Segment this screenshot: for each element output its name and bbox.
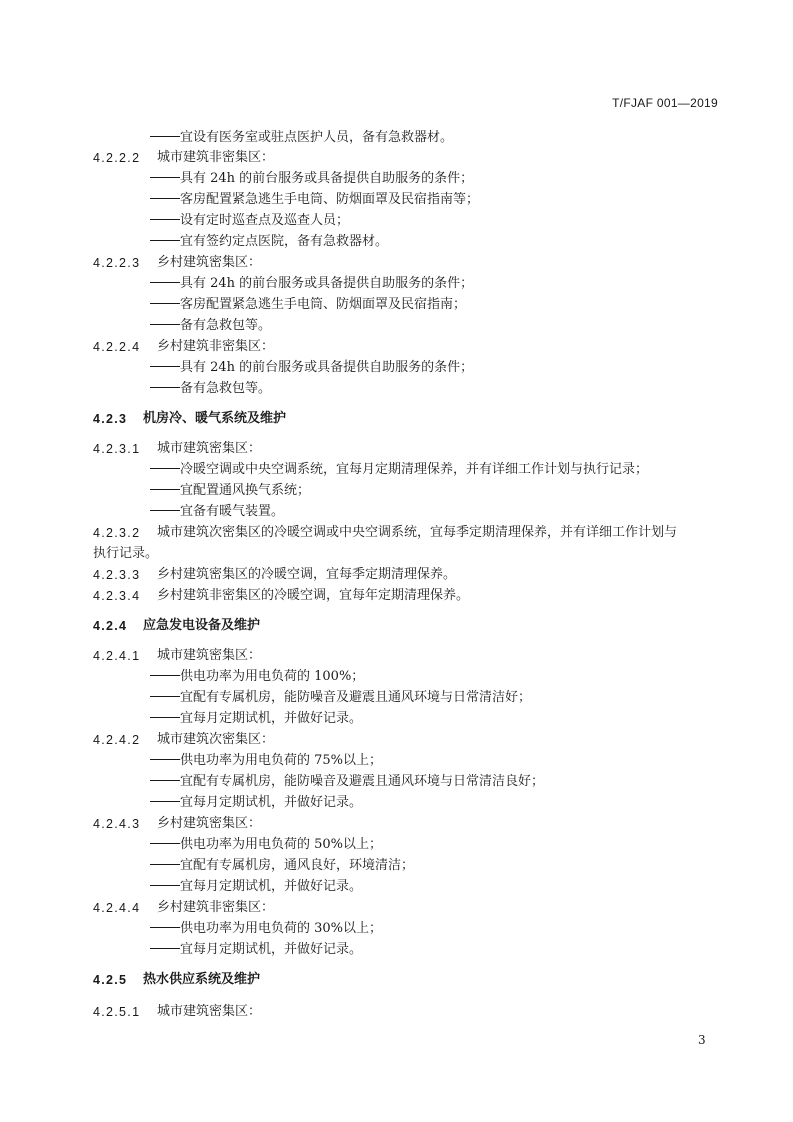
section-number: 4.2.3	[93, 412, 128, 426]
list-item-content	[150, 191, 479, 209]
clause-number: 4.2.4.2	[93, 733, 141, 747]
em-dash-marker	[150, 948, 180, 949]
clause-text: 城市建筑次密集区的冷暖空调或中央空调系统，宜每季定期清理保养，并有详细工作计划与	[157, 525, 678, 540]
list-item-content	[150, 233, 388, 251]
list-item-content	[150, 836, 382, 854]
clause-text: 乡村建筑非密集区的冷暖空调，宜每年定期清理保养。	[157, 588, 470, 603]
clause-number: 4.2.4.3	[93, 817, 141, 831]
list-item-text: 客房配置紧急逃生手电筒、防烟面罩及民宿指南；	[180, 297, 467, 312]
clause-text: 城市建筑密集区：	[157, 1004, 262, 1019]
list-item-text: 宜有签约定点医院，备有急救器材。	[180, 234, 389, 249]
page-number: 3	[698, 1033, 706, 1047]
list-item-content	[150, 461, 648, 479]
em-dash-marker	[150, 759, 180, 760]
clause-number: 4.2.2.4	[93, 340, 141, 354]
clause-number: 4.2.2.3	[93, 256, 141, 270]
list-item-text: 供电功率为用电负荷的 50%以上；	[180, 837, 383, 852]
em-dash-marker	[150, 303, 180, 304]
document-id-header: T/FJAF 001—2019	[612, 96, 718, 110]
em-dash-marker	[150, 282, 180, 283]
list-item-content	[150, 710, 362, 728]
list-item-text: 备有急救包等。	[180, 381, 272, 396]
list-item-text: 宜每月定期试机，并做好记录。	[180, 942, 363, 957]
list-item-content	[150, 794, 362, 812]
list-item-text: 宜配有专属机房，能防噪音及避震且通风环境与日常清洁好；	[180, 690, 532, 705]
em-dash-marker	[150, 780, 180, 781]
em-dash-marker	[150, 468, 180, 469]
list-item-content	[150, 503, 284, 521]
clause-number: 4.2.4.4	[93, 901, 141, 915]
list-item-content	[150, 275, 473, 293]
list-item-text: 备有急救包等。	[180, 318, 272, 333]
list-item-content	[150, 878, 362, 896]
list-item-content	[150, 296, 466, 314]
section-number: 4.2.4	[93, 619, 128, 633]
em-dash-marker	[150, 177, 180, 178]
em-dash-marker	[150, 198, 180, 199]
clause-text: 乡村建筑密集区：	[157, 255, 262, 270]
list-item-content	[150, 773, 544, 791]
list-item-text: 宜每月定期试机，并做好记录。	[180, 879, 363, 894]
list-item-text: 宜每月定期试机，并做好记录。	[180, 795, 363, 810]
list-item-content	[150, 857, 414, 875]
list-item-text: 宜配有专属机房，通风良好，环境清洁；	[180, 858, 415, 873]
list-item-text: 具有 24h 的前台服务或具备提供自助服务的条件；	[180, 171, 474, 186]
list-item-text: 具有 24h 的前台服务或具备提供自助服务的条件；	[180, 276, 474, 291]
em-dash-marker	[150, 927, 180, 928]
list-item-text: 宜配置通风换气系统；	[180, 483, 311, 498]
em-dash-marker	[150, 324, 180, 325]
clause-text: 乡村建筑非密集区：	[157, 339, 275, 354]
list-item-text: 宜备有暖气装置。	[180, 504, 285, 519]
list-item-content	[150, 359, 473, 377]
em-dash-marker	[150, 885, 180, 886]
list-item-content	[150, 920, 382, 938]
list-item-text: 宜设有医务室或驻点医护人员，备有急救器材。	[180, 130, 454, 145]
list-item-content	[150, 212, 349, 230]
list-item-text: 宜每月定期试机，并做好记录。	[180, 711, 363, 726]
clause-text: 城市建筑密集区：	[157, 648, 262, 663]
clause-text: 城市建筑次密集区：	[157, 732, 275, 747]
em-dash-marker	[150, 219, 180, 220]
em-dash-marker	[150, 366, 180, 367]
em-dash-marker	[150, 696, 180, 697]
section-title: 机房冷、暖气系统及维护	[143, 411, 287, 426]
em-dash-marker	[150, 675, 180, 676]
em-dash-marker	[150, 510, 180, 511]
list-item-text: 供电功率为用电负荷的 75%以上；	[180, 753, 383, 768]
list-item-content	[150, 380, 271, 398]
list-item-text: 具有 24h 的前台服务或具备提供自助服务的条件；	[180, 360, 474, 375]
list-item-text: 设有定时巡查点及巡查人员；	[180, 213, 350, 228]
em-dash-marker	[150, 843, 180, 844]
list-item-text: 冷暖空调或中央空调系统，宜每月定期清理保养，并有详细工作计划与执行记录；	[180, 462, 649, 477]
list-item-content	[150, 941, 362, 959]
clause-number: 4.2.2.2	[93, 151, 141, 165]
clause-number: 4.2.5.1	[93, 1005, 141, 1019]
em-dash-marker	[150, 489, 180, 490]
em-dash-marker	[150, 240, 180, 241]
section-title: 热水供应系统及维护	[143, 972, 261, 987]
list-item-content	[150, 482, 310, 500]
list-item-text: 宜配有专属机房，能防噪音及避震且通风环境与日常清洁良好；	[180, 774, 545, 789]
list-item-content	[150, 689, 531, 707]
clause-text: 城市建筑非密集区：	[157, 150, 275, 165]
list-item-text: 供电功率为用电负荷的 100%；	[180, 669, 365, 684]
section-title: 应急发电设备及维护	[143, 618, 261, 633]
em-dash-marker	[150, 717, 180, 718]
list-item-content	[150, 752, 382, 770]
list-item-content	[150, 668, 364, 686]
clause-text: 乡村建筑密集区的冷暖空调，宜每季定期清理保养。	[157, 567, 457, 582]
clause-number: 4.2.3.3	[93, 568, 141, 582]
clause-text: 乡村建筑密集区：	[157, 816, 262, 831]
list-item-text: 供电功率为用电负荷的 30%以上；	[180, 921, 383, 936]
clause-number: 4.2.3.2	[93, 526, 141, 540]
clause-text: 城市建筑密集区：	[157, 441, 262, 456]
em-dash-marker	[150, 387, 180, 388]
clause-text: 执行记录。	[93, 546, 159, 561]
clause-number: 4.2.3.1	[93, 442, 141, 456]
list-item-content	[150, 129, 453, 147]
list-item-text: 客房配置紧急逃生手电筒、防烟面罩及民宿指南等；	[180, 192, 480, 207]
list-item-content	[150, 317, 271, 335]
em-dash-marker	[150, 136, 180, 137]
clause-number: 4.2.3.4	[93, 589, 141, 603]
section-number: 4.2.5	[93, 973, 128, 987]
em-dash-marker	[150, 864, 180, 865]
clause-text: 乡村建筑非密集区：	[157, 900, 275, 915]
list-item-content	[150, 170, 473, 188]
clause-number: 4.2.4.1	[93, 649, 141, 663]
em-dash-marker	[150, 801, 180, 802]
